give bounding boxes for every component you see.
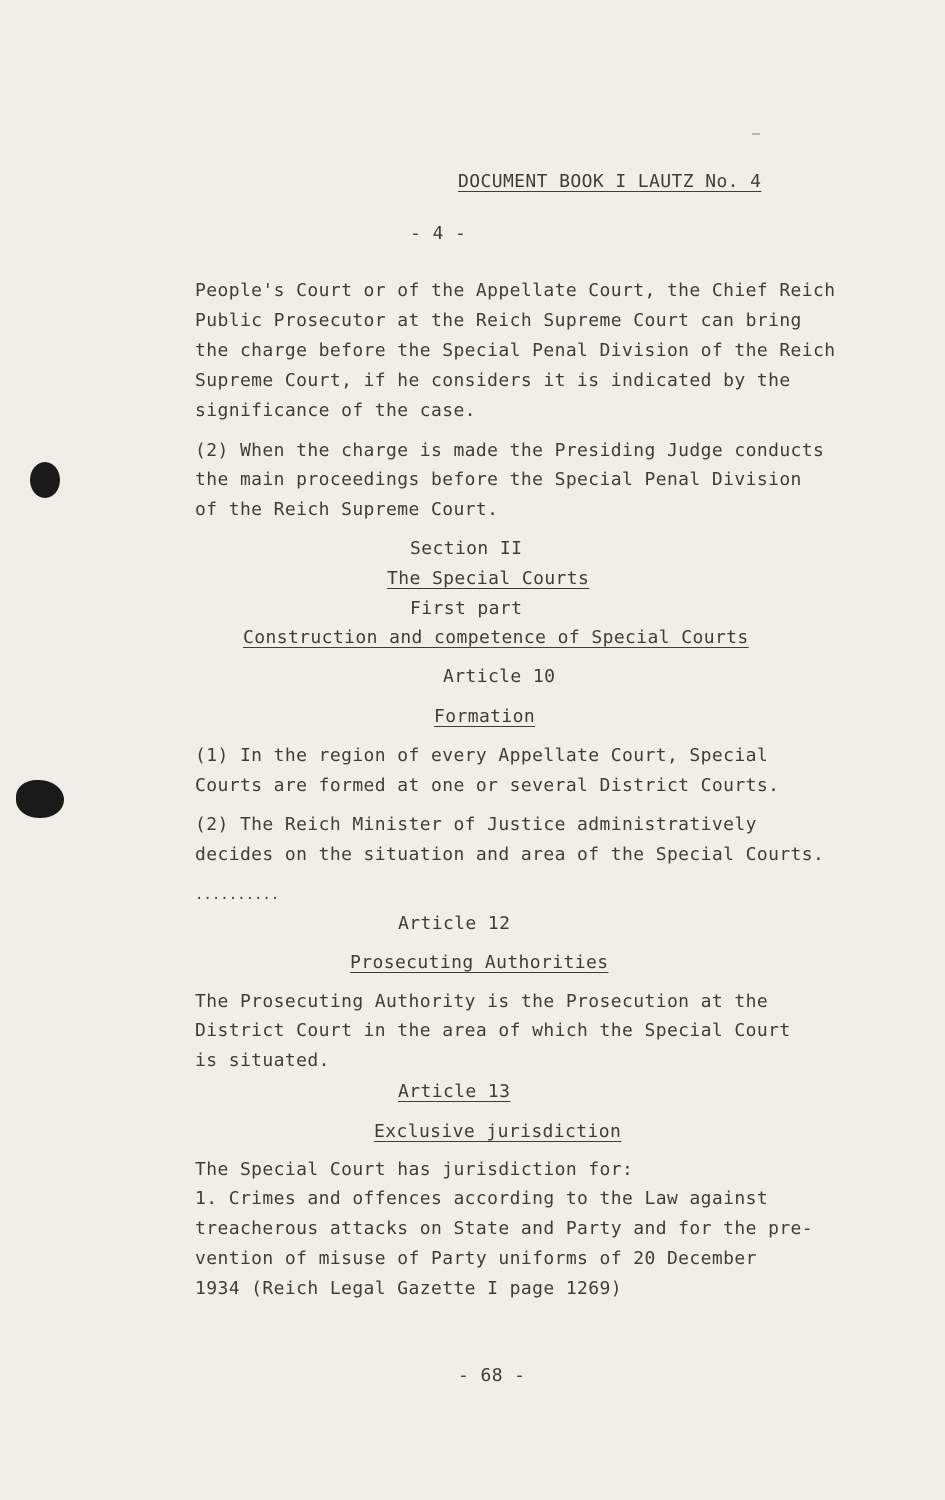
text-line: the charge before the Special Penal Division of the Reich (195, 340, 836, 361)
part-title: Construction and competence of Special Courts (243, 627, 749, 648)
document-reference: DOCUMENT BOOK I LAUTZ No. 4 (458, 171, 762, 192)
text-line: vention of misuse of Party uniforms of 20 December (195, 1248, 757, 1269)
article-12-heading: Article 12 (398, 913, 511, 934)
text-line: of the Reich Supreme Court. (195, 499, 499, 520)
text-line: (2) When the charge is made the Presiding Judge conducts (195, 440, 825, 461)
ellipsis: .......... (195, 887, 280, 903)
punch-hole-bottom (16, 780, 64, 818)
article-13-title: Exclusive jurisdiction (374, 1121, 622, 1142)
article-10-heading: Article 10 (443, 666, 556, 687)
text-line: is situated. (195, 1050, 330, 1071)
text-line: The Special Court has jurisdiction for: (195, 1159, 634, 1180)
text-line: 1. Crimes and offences according to the Law against (195, 1188, 769, 1209)
text-line: Public Prosecutor at the Reich Supreme Court can bring (195, 310, 802, 331)
page-marker: - 4 - (410, 223, 467, 244)
text-line: 1934 (Reich Legal Gazette I page 1269) (195, 1278, 623, 1299)
section-heading: Section II (410, 538, 523, 559)
text-line: decides on the situation and area of the Special Courts. (195, 844, 825, 865)
part-heading: First part (410, 598, 523, 619)
page-number: - 68 - (458, 1365, 526, 1386)
text-line: (1) In the region of every Appellate Court, Special (195, 745, 769, 766)
text-line: The Prosecuting Authority is the Prosecution at the (195, 991, 769, 1012)
text-line: People's Court or of the Appellate Court, the Chief Reich (195, 280, 836, 301)
text-line: significance of the case. (195, 400, 476, 421)
section-title: The Special Courts (387, 568, 590, 589)
punch-hole-top (30, 462, 60, 498)
mark (752, 133, 760, 135)
text-line: District Court in the area of which the Special Court (195, 1020, 791, 1041)
text-line: the main proceedings before the Special Penal Division (195, 469, 802, 490)
text-line: (2) The Reich Minister of Justice administratively (195, 814, 757, 835)
article-13-heading: Article 13 (398, 1081, 511, 1102)
text-line: treacherous attacks on State and Party and for the pre- (195, 1218, 814, 1239)
article-10-title: Formation (434, 706, 536, 727)
text-line: Courts are formed at one or several District Courts. (195, 775, 780, 796)
text-line: Supreme Court, if he considers it is indicated by the (195, 370, 791, 391)
article-12-title: Prosecuting Authorities (350, 952, 609, 973)
